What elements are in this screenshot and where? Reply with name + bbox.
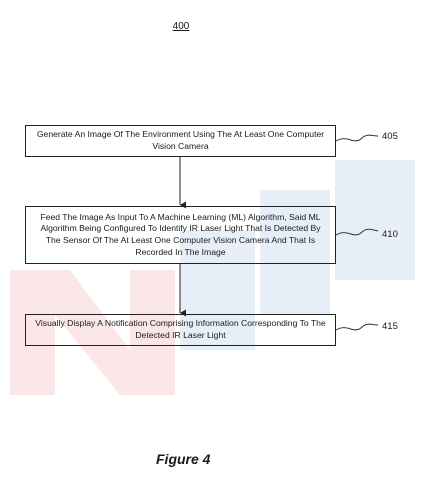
flow-step-410-text: Feed The Image As Input To A Machine Learning (ML) Algorithm, Said ML Algorithm Being Configured To Identify IR Laser Light That Is Detected By The Sensor Of The At Least One Computer Vision Camera And That Is Recorded In The Image: [40, 211, 321, 257]
flow-step-415: [25, 314, 336, 346]
ref-label-415: 415: [382, 321, 398, 332]
flow-step-405: [25, 125, 336, 157]
ref-label-410: 410: [382, 229, 398, 240]
leader-line-410: [336, 229, 378, 235]
figure-number: 400: [172, 21, 190, 32]
figure-caption: Figure 4: [156, 451, 211, 467]
watermark-block-3: [335, 160, 415, 280]
leader-line-405: [336, 135, 378, 141]
flow-step-415-text: Visually Display A Notification Comprising Information Corresponding To The Detected IR Laser Light: [35, 318, 326, 340]
ref-label-405: 405: [382, 131, 398, 142]
leader-line-415: [336, 324, 378, 330]
flow-step-410: [25, 206, 336, 264]
flow-step-405-text: Generate An Image Of The Environment Using The At Least One Computer Vision Camera: [36, 129, 325, 151]
